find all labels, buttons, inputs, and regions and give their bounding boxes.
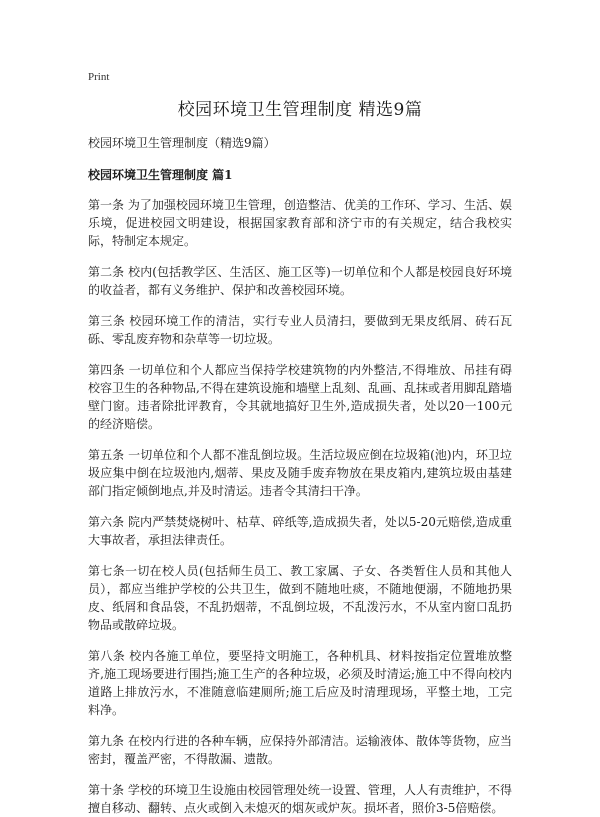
- article-paragraph: 第一条 为了加强校园环境卫生管理，创造整洁、优美的工作环、学习、生活、娱乐境，促进校园文明建设，根据国家教育部和济宁市的有关规定，结合我校实际，特制定本规定。: [88, 198, 512, 248]
- section-heading: 校园环境卫生管理制度 篇1: [88, 168, 233, 182]
- article-paragraph: 第二条 校内(包括教学区、生活区、施工区等)一切单位和个人都是校园良好环境的收益者，都有义务维护、保护和改善校园环境。: [88, 265, 512, 297]
- article-paragraph: 第八条 校内各施工单位，要坚持文明施工，各种机具、材料按指定位置堆放整齐,施工现场要进行围挡;施工生产的各种垃圾，必须及时清运;施工中不得向校内道路上排放污水，不准随意临建厕所;施工后应及时清理现场，平整土地，工完料净。: [88, 649, 512, 717]
- article-paragraph: 第九条 在校内行进的各种车辆，应保持外部清洁。运输液体、散体等货物，应当密封，覆盖严密，不得散漏、遗散。: [88, 734, 512, 766]
- article-paragraph: 第七条一切在校人员(包括师生员工、教工家属、子女、各类暂住人员和其他人员），都应当维护学校的公共卫生，做到不随地吐痰，不随地便溺，不随地扔果皮、纸屑和食品袋，不乱扔烟蒂，不乱倒垃圾，不乱泼污水，不从室内窗口乱扔物品或散碎垃圾。: [88, 564, 512, 632]
- article-paragraph: 第三条 校园环境工作的清洁，实行专业人员清扫，要做到无果皮纸屑、砖石瓦砾、零乱废弃物和杂草等一切垃圾。: [88, 314, 512, 346]
- article-paragraph: 第十条 学校的环境卫生设施由校园管理处统一设置、管理，人人有责维护，不得擅自移动、翻转、点火或倒入未熄灭的烟灰或炉灰。损坏者，照价3-5倍赔偿。: [88, 783, 512, 815]
- article-paragraph: 第六条 院内严禁焚烧树叶、枯草、碎纸等,造成损失者，处以5-20元赔偿,造成重大事故者，承担法律责任。: [88, 515, 512, 547]
- page-title: 校园环境卫生管理制度 精选9篇: [177, 100, 423, 120]
- document-subtitle: 校园环境卫生管理制度（精选9篇）: [88, 136, 276, 150]
- print-label[interactable]: Print: [88, 71, 110, 83]
- article-paragraph: 第五条 一切单位和个人都不准乱倒垃圾。生活垃圾应倒在垃圾箱(池)内，环卫垃圾应集中倒在垃圾池内,烟蒂、果皮及随手废弃物放在果皮箱内,建筑垃圾由基建部门指定倾倒地点,并及时清运。违者令其清扫干净。: [88, 448, 512, 498]
- article-paragraph: 第四条 一切单位和个人都应当保持学校建筑物的内外整洁,不得堆放、吊挂有碍校容卫生的各种物品,不得在建筑设施和墙壁上乱刻、乱画、乱抹或者用脚乱踏墙壁门窗。违者除批评教育，令其就地搞好卫生外,造成损失者，处以20一100元的经济赔偿。: [88, 363, 512, 431]
